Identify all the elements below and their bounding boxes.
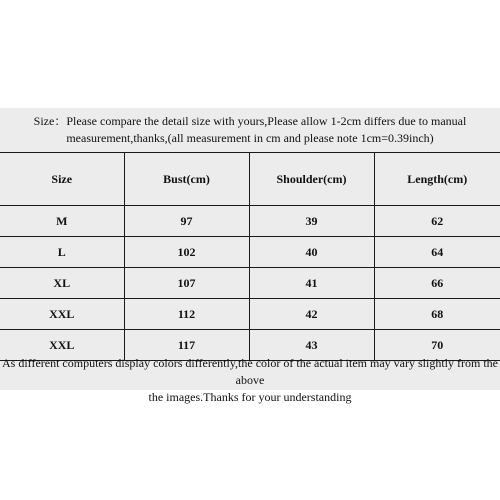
column-header-length: Length(cm) — [374, 153, 500, 206]
size-cell: XXL — [0, 299, 124, 330]
shoulder-cell: 43 — [249, 330, 374, 361]
table-row — [0, 268, 500, 299]
bust-cell: 102 — [124, 237, 249, 268]
size-chart-intro — [0, 108, 500, 152]
intro-line-2: measurement,thanks,(all measurement in cm and please note 1cm=0.39inch) — [66, 131, 434, 145]
table-row — [0, 237, 500, 268]
shoulder-cell: 42 — [249, 299, 374, 330]
size-cell: L — [0, 237, 124, 268]
size-cell: M — [0, 206, 124, 237]
size-table — [0, 152, 500, 361]
shoulder-cell: 40 — [249, 237, 374, 268]
length-cell: 62 — [374, 206, 500, 237]
column-header-size: Size — [0, 153, 124, 206]
length-cell: 66 — [374, 268, 500, 299]
intro-line-1: Size：Please compare the detail size with yours,Please allow 1-2cm differs due to manual — [33, 114, 467, 128]
size-cell: XXL — [0, 330, 124, 361]
length-cell: 70 — [374, 330, 500, 361]
disclaimer-line-1: As different computers display colors differently,the color of the actual item may vary slightly from the above — [2, 356, 498, 387]
disclaimer-line-2: the images.Thanks for your understanding — [148, 390, 352, 404]
table-row — [0, 299, 500, 330]
length-cell: 68 — [374, 299, 500, 330]
shoulder-cell: 41 — [249, 268, 374, 299]
bust-cell: 107 — [124, 268, 249, 299]
color-disclaimer — [0, 355, 500, 406]
bust-cell: 112 — [124, 299, 249, 330]
table-row — [0, 206, 500, 237]
table-header-row — [0, 153, 500, 206]
column-header-bust: Bust(cm) — [124, 153, 249, 206]
bust-cell: 117 — [124, 330, 249, 361]
shoulder-cell: 39 — [249, 206, 374, 237]
length-cell: 64 — [374, 237, 500, 268]
size-chart-panel — [0, 108, 500, 404]
size-cell: XL — [0, 268, 124, 299]
column-header-shoulder: Shoulder(cm) — [249, 153, 374, 206]
bust-cell: 97 — [124, 206, 249, 237]
